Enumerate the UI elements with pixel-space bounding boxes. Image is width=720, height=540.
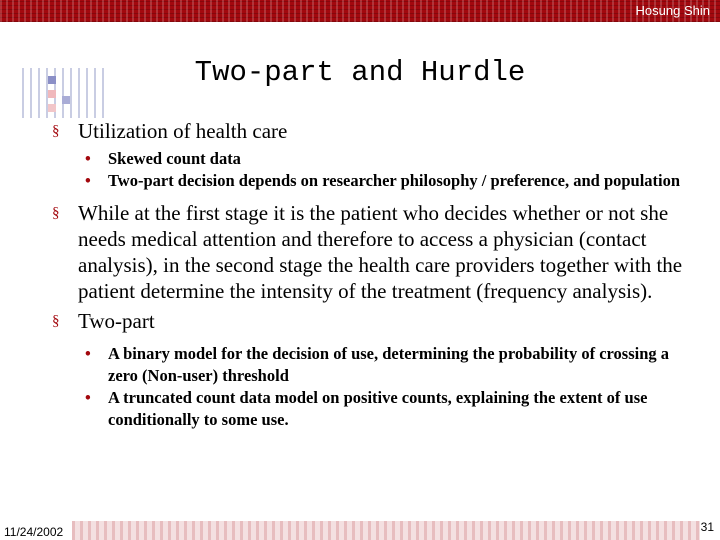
bullet-text: Utilization of health care [78, 119, 288, 143]
slide-date: 11/24/2002 [4, 525, 64, 539]
square-bullet-icon: § [52, 205, 60, 221]
sub-bullet-text: A truncated count data model on positive counts, explaining the extent of use conditionally to some use. [108, 388, 648, 429]
bullet-utilization [52, 118, 702, 144]
dot-bullet-icon: • [85, 388, 91, 407]
footer-band [72, 521, 700, 540]
header-band [0, 0, 720, 22]
bullet-stages [52, 200, 702, 304]
slide-content [52, 118, 702, 431]
slide-title: Two-part and Hurdle [194, 56, 526, 89]
square-bullet-icon: § [52, 313, 60, 329]
dot-bullet-icon: • [85, 344, 91, 363]
bullet-two-part [52, 308, 702, 334]
sub-bullet [52, 148, 702, 170]
sub-bullet-text: Skewed count data [108, 149, 241, 168]
dot-bullet-icon: • [85, 149, 91, 168]
sub-bullet-text: A binary model for the decision of use, determining the probability of crossing a zero (Non-user) threshold [108, 344, 670, 385]
sub-bullet-text: Two-part decision depends on researcher philosophy / preference, and population [108, 171, 681, 190]
bullet-text: While at the first stage it is the patient who decides whether or not she needs medical attention and therefore to access a physician (contact analysis), in the second stage the health care providers together with the patient determine the intensity of the treatment (frequency analysis). [78, 201, 683, 303]
sub-bullet [52, 343, 702, 387]
author-name: Hosung Shin [635, 3, 710, 18]
bullet-text: Two-part [78, 309, 155, 333]
square-bullet-icon: § [52, 123, 60, 139]
dot-bullet-icon: • [85, 171, 91, 190]
sub-bullet [52, 387, 702, 431]
sub-bullet [52, 170, 702, 192]
page-number: 31 [700, 520, 714, 534]
